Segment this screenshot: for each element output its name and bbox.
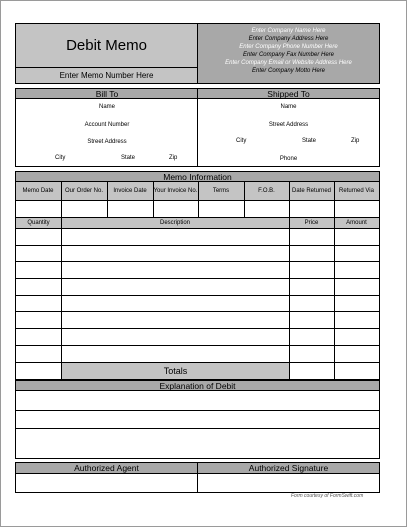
quantity-header: Quantity [27, 220, 50, 226]
memo-number-field[interactable] [15, 67, 198, 84]
company-info-box [197, 23, 380, 84]
returned-via-header: Returned Via [339, 188, 374, 194]
invoice-date-input[interactable] [108, 202, 152, 218]
shipped-to-name[interactable]: Name [280, 103, 297, 110]
explanation-text-area[interactable] [16, 392, 379, 458]
your-invoice-no-header: Your Invoice No. [153, 188, 198, 194]
date-returned-input[interactable] [290, 202, 333, 218]
company-email-field[interactable]: Enter Company Email or Website Address Here [225, 59, 352, 66]
amount-header: Amount [346, 220, 367, 226]
fob-header: F.O.B. [258, 188, 275, 194]
page-title: Debit Memo [66, 37, 147, 54]
fob-input[interactable] [245, 202, 288, 218]
memo-date-input[interactable] [16, 202, 60, 218]
footer-credit: Form courtesy of FormSwift.com [291, 493, 364, 499]
authorized-agent-heading: Authorized Agent [16, 463, 197, 474]
memo-info-heading: Memo Information [16, 172, 379, 182]
company-phone-field[interactable]: Enter Company Phone Number Here [239, 43, 338, 50]
shipped-to-heading: Shipped To [198, 89, 379, 99]
company-motto-field[interactable]: Enter Company Motto Here [251, 67, 326, 74]
shipped-to-zip[interactable]: Zip [351, 138, 360, 144]
line-item-entry-area[interactable] [16, 230, 379, 362]
date-returned-header: Date Returned [291, 188, 332, 194]
terms-header: Terms [212, 188, 230, 194]
total-amount-field[interactable] [335, 363, 379, 379]
memo-number-placeholder: Enter Memo Number Here [59, 71, 154, 80]
authorized-signature-heading: Authorized Signature [198, 463, 379, 474]
shipped-to-phone[interactable]: Phone [279, 155, 298, 162]
bill-to-account[interactable]: Account Number [84, 121, 130, 128]
bill-to-heading: Bill To [16, 89, 198, 99]
authorized-agent-field[interactable] [16, 475, 197, 492]
title-box [15, 23, 198, 68]
shipped-to-street[interactable]: Street Address [268, 121, 309, 128]
shipped-to-city[interactable]: City [236, 138, 247, 144]
bill-to-zip[interactable]: Zip [169, 155, 178, 161]
memo-date-header: Memo Date [22, 188, 54, 194]
terms-input[interactable] [199, 202, 243, 218]
bill-to-state[interactable]: State [121, 155, 136, 161]
company-name-field[interactable]: Enter Company Name Here [251, 27, 326, 34]
explanation-heading: Explanation of Debit [16, 381, 379, 391]
totals-label: Totals [62, 363, 289, 379]
company-fax-field[interactable]: Enter Company Fax Number Here [242, 51, 335, 58]
our-order-no-input[interactable] [62, 202, 106, 218]
returned-via-input[interactable] [335, 202, 378, 218]
shipped-to-state[interactable]: State [302, 138, 317, 144]
authorized-signature-field[interactable] [198, 475, 379, 492]
company-address-field[interactable]: Enter Company Address Here [248, 35, 329, 42]
bill-to-street[interactable]: Street Address [87, 138, 127, 145]
bill-to-city[interactable]: City [55, 155, 66, 161]
bill-to-name[interactable]: Name [98, 103, 115, 110]
price-header: Price [304, 220, 319, 226]
our-order-no-header: Our Order No. [64, 188, 103, 194]
your-invoice-no-input[interactable] [154, 202, 197, 218]
description-header: Description [159, 220, 190, 226]
invoice-date-header: Invoice Date [113, 188, 147, 194]
